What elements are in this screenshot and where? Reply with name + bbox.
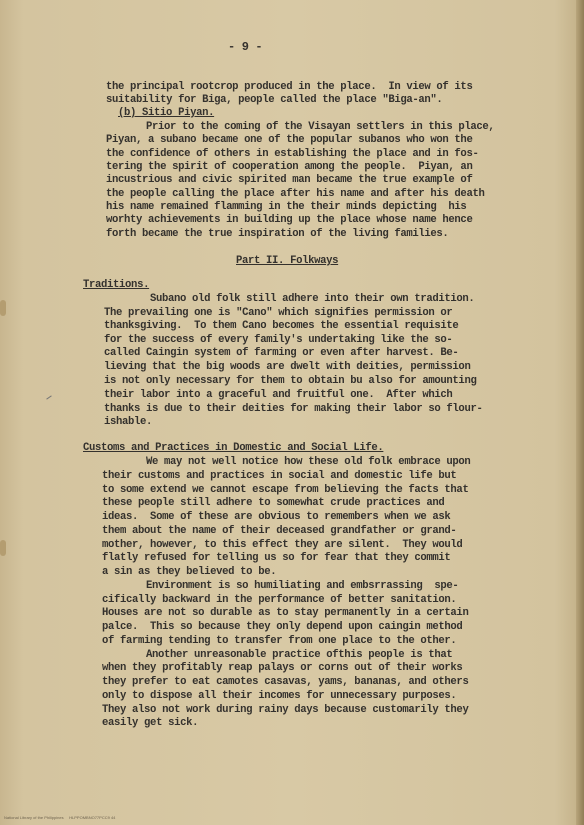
- page-fold-shadow: [576, 0, 584, 825]
- text-line: only to dispose all their incomes for unnecessary purposes.: [102, 690, 457, 702]
- text-line: The prevailing one is "Cano" which signifies permission or: [104, 307, 453, 319]
- pencil-mark: [46, 395, 51, 399]
- text-line: worhty achievements in building up the place whose name hence: [106, 214, 473, 226]
- text-line: palce. This so because they only depend upon caingin method: [102, 621, 463, 633]
- text-line: Another unreasonable practice ofthis people is that: [146, 649, 453, 661]
- text-line: incustrious and civic spirited man became the true example of: [106, 174, 473, 186]
- text-line: of farming tending to transfer from one place to the other.: [102, 635, 457, 647]
- section-heading-customs: Customs and Practices in Domestic and Social Life.: [83, 442, 384, 454]
- text-line: thanks is due to their deities for making their labor so flour-: [104, 403, 483, 415]
- text-line: tering the spirit of cooperation among the people. Piyan, an: [106, 161, 473, 173]
- page-number: - 9 -: [228, 40, 263, 54]
- text-line: cifically backward in the performance of better sanitation.: [102, 594, 457, 606]
- text-line: for the success of every family's undertaking like the so-: [104, 334, 453, 346]
- section-heading-traditions: Traditions.: [83, 279, 150, 291]
- text-line: We may not well notice how these old folk embrace upon: [146, 456, 471, 468]
- text-line: their labor into a graceful and fruitful one. After which: [104, 389, 453, 401]
- binding-hole: [0, 540, 6, 556]
- text-line: called Caingin system of farming or even after harvest. Be-: [104, 347, 459, 359]
- text-line: his name remained flamming in the their minds depicting his: [106, 201, 467, 213]
- text-line: easily get sick.: [102, 717, 199, 729]
- text-line: mother, however, to this effect they are silent. They would: [102, 539, 463, 551]
- text-line: flatly refused for telling us so for fear that they commit: [102, 552, 451, 564]
- text-line: when they profitably reap palays or corns out of their works: [102, 662, 463, 674]
- text-line: the people calling the place after his name and after his death: [106, 188, 485, 200]
- text-line: lieving that the big woods are dwelt with deities, permission: [104, 361, 471, 373]
- text-line: the principal rootcrop produced in the place. In view of its: [106, 81, 473, 93]
- part-heading: Part II. Folkways: [236, 255, 339, 267]
- archive-footer: National Library of the Philippines HLPPOMBNO77PCC9 44: [4, 815, 116, 820]
- text-line: is not only necessary for them to obtain bu also for amounting: [104, 375, 477, 387]
- text-line: Prior to the coming of the Visayan settlers in this place,: [146, 121, 495, 133]
- text-line: they prefer to eat camotes casavas, yams, bananas, and others: [102, 676, 469, 688]
- text-line: these people still adhere to somewhat crude practices and: [102, 497, 445, 509]
- text-line: a sin as they believed to be.: [102, 566, 277, 578]
- text-line: Environment is so humiliating and embsrrassing spe-: [146, 580, 459, 592]
- text-line: suitability for Biga, people called the place "Biga-an".: [106, 94, 443, 106]
- text-line: thanksgiving. To them Cano becomes the essential requisite: [104, 320, 459, 332]
- section-heading-sitio-piyan: (b) Sitio Piyan.: [118, 107, 215, 119]
- text-line: Subano old folk still adhere into their own tradition.: [150, 293, 475, 305]
- text-line: ideas. Some of these are obvious to remembers when we ask: [102, 511, 451, 523]
- text-line: forth became the true inspiration of the living families.: [106, 228, 449, 240]
- text-line: their customs and practices in social and domestic life but: [102, 470, 457, 482]
- text-line: them about the name of their deceased grandfather or grand-: [102, 525, 457, 537]
- text-line: Piyan, a subano became one of the popular subanos who won the: [106, 134, 473, 146]
- text-line: Houses are not so durable as to stay permanently in a certain: [102, 607, 469, 619]
- text-line: They also not work during rainy days because customarily they: [102, 704, 469, 716]
- text-line: the confidence of others in establishing the place and in fos-: [106, 148, 479, 160]
- binding-hole: [0, 300, 6, 316]
- text-line: ishable.: [104, 416, 153, 428]
- text-line: to some extend we cannot escape from believing the facts that: [102, 484, 469, 496]
